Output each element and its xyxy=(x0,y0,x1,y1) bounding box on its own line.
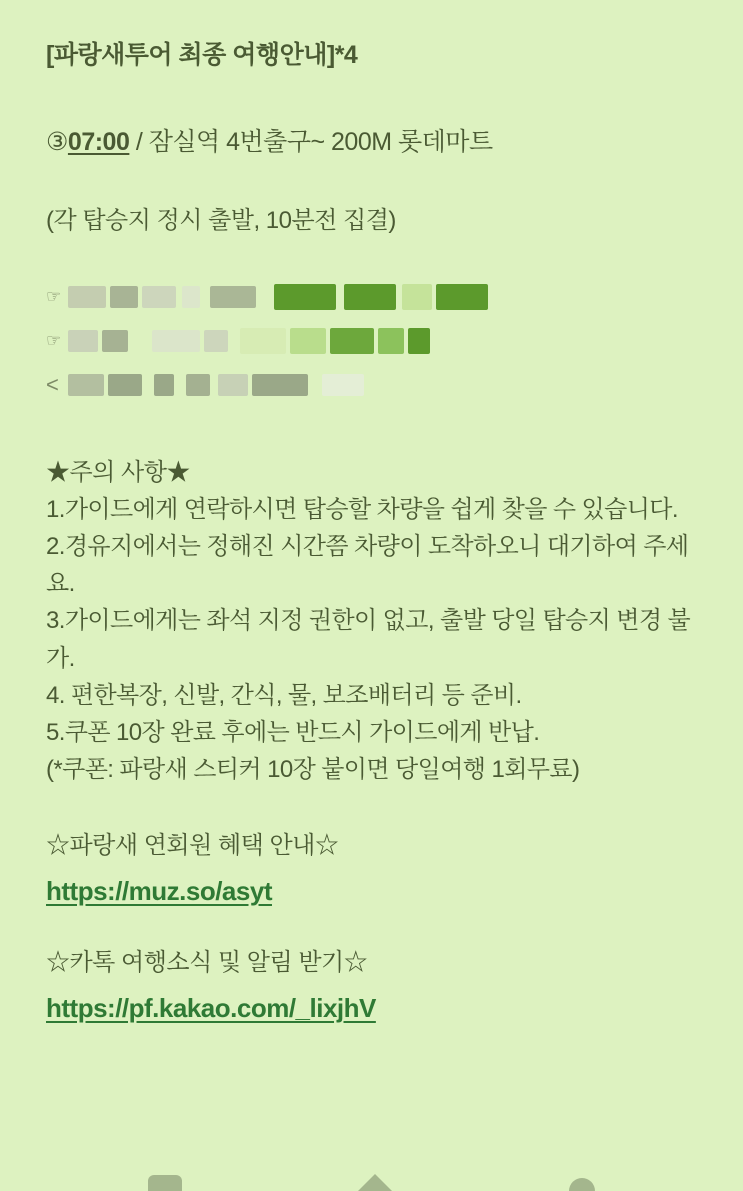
redacted-bar xyxy=(152,330,200,352)
departure-time: 07:00 xyxy=(67,128,130,156)
redacted-highlight-bar xyxy=(378,328,404,354)
redacted-bar xyxy=(102,330,128,352)
departure-marker: ③ xyxy=(46,128,68,156)
benefit-heading: ☆파랑새 연회원 혜택 안내☆ xyxy=(46,832,339,860)
redacted-bar xyxy=(68,374,104,396)
cautions-section xyxy=(46,454,697,789)
kakao-heading: ☆카톡 여행소식 및 알림 받기☆ xyxy=(46,949,368,977)
caution-item: 3.가이드에게는 좌석 지정 권한이 없고, 출발 당일 탑승지 변경 불가. xyxy=(46,607,691,672)
benefit-section xyxy=(46,828,697,907)
redacted-bar xyxy=(68,286,106,308)
caution-item: (*쿠폰: 파랑새 스티커 10장 붙이면 당일여행 1회무료) xyxy=(46,756,580,784)
redacted-row-2 xyxy=(46,326,697,356)
departure-line xyxy=(46,125,697,160)
redacted-contact-block xyxy=(46,282,697,410)
redacted-bar xyxy=(182,286,200,308)
redacted-bar xyxy=(210,286,256,308)
departure-separator: / xyxy=(129,128,149,156)
bookmark-icon[interactable] xyxy=(148,1175,182,1191)
redacted-bar xyxy=(186,374,210,396)
redacted-bar xyxy=(322,374,364,396)
redacted-highlight-bar xyxy=(402,284,432,310)
redacted-highlight-bar xyxy=(408,328,430,354)
departure-note: (각 탑승지 정시 출발, 10분전 집결) xyxy=(46,207,396,234)
pointer-icon-3: < xyxy=(46,371,59,397)
redacted-highlight-bar xyxy=(330,328,374,354)
bottom-icon-strip xyxy=(0,1157,743,1191)
redacted-highlight-bar xyxy=(344,284,396,310)
redacted-highlight-bar xyxy=(436,284,488,310)
redacted-bar xyxy=(154,374,174,396)
pointer-icon-1: ☞ xyxy=(46,286,62,306)
caution-item: 2.경유지에서는 정해진 시간쯤 차량이 도착하오니 대기하여 주세요. xyxy=(46,532,689,598)
redacted-bar xyxy=(252,374,308,396)
caution-item: 4. 편한복장, 신발, 간식, 물, 보조배터리 등 준비. xyxy=(46,681,522,709)
redacted-row-1 xyxy=(46,282,697,312)
pointer-icon-2: ☞ xyxy=(46,330,62,350)
redacted-highlight-bar xyxy=(290,328,326,354)
kakao-section xyxy=(46,945,697,1024)
benefit-link[interactable]: https://muz.so/asyt xyxy=(46,876,272,907)
redacted-bar xyxy=(108,374,142,396)
kakao-link[interactable]: https://pf.kakao.com/_lixjhV xyxy=(46,993,376,1024)
redacted-bar xyxy=(204,330,228,352)
page-title: [파랑새투어 최종 여행안내]*4 xyxy=(46,41,358,69)
redacted-bar xyxy=(110,286,138,308)
caution-item: 5.쿠폰 10장 완료 후에는 반드시 가이드에게 반납. xyxy=(46,718,540,746)
comment-icon[interactable] xyxy=(569,1178,595,1191)
redacted-highlight-bar xyxy=(240,328,286,354)
caution-item: 1.가이드에게 연락하시면 탑승할 차량을 쉽게 찾을 수 있습니다. xyxy=(46,495,678,523)
departure-place: 잠실역 4번출구~ 200M 롯데마트 xyxy=(148,128,493,156)
redacted-row-3 xyxy=(46,370,697,400)
redacted-bar xyxy=(218,374,248,396)
cautions-heading: ★주의 사항★ xyxy=(46,458,190,486)
redacted-bar xyxy=(68,330,98,352)
redacted-bar xyxy=(142,286,176,308)
share-icon[interactable] xyxy=(358,1174,392,1191)
redacted-highlight-bar xyxy=(274,284,336,310)
